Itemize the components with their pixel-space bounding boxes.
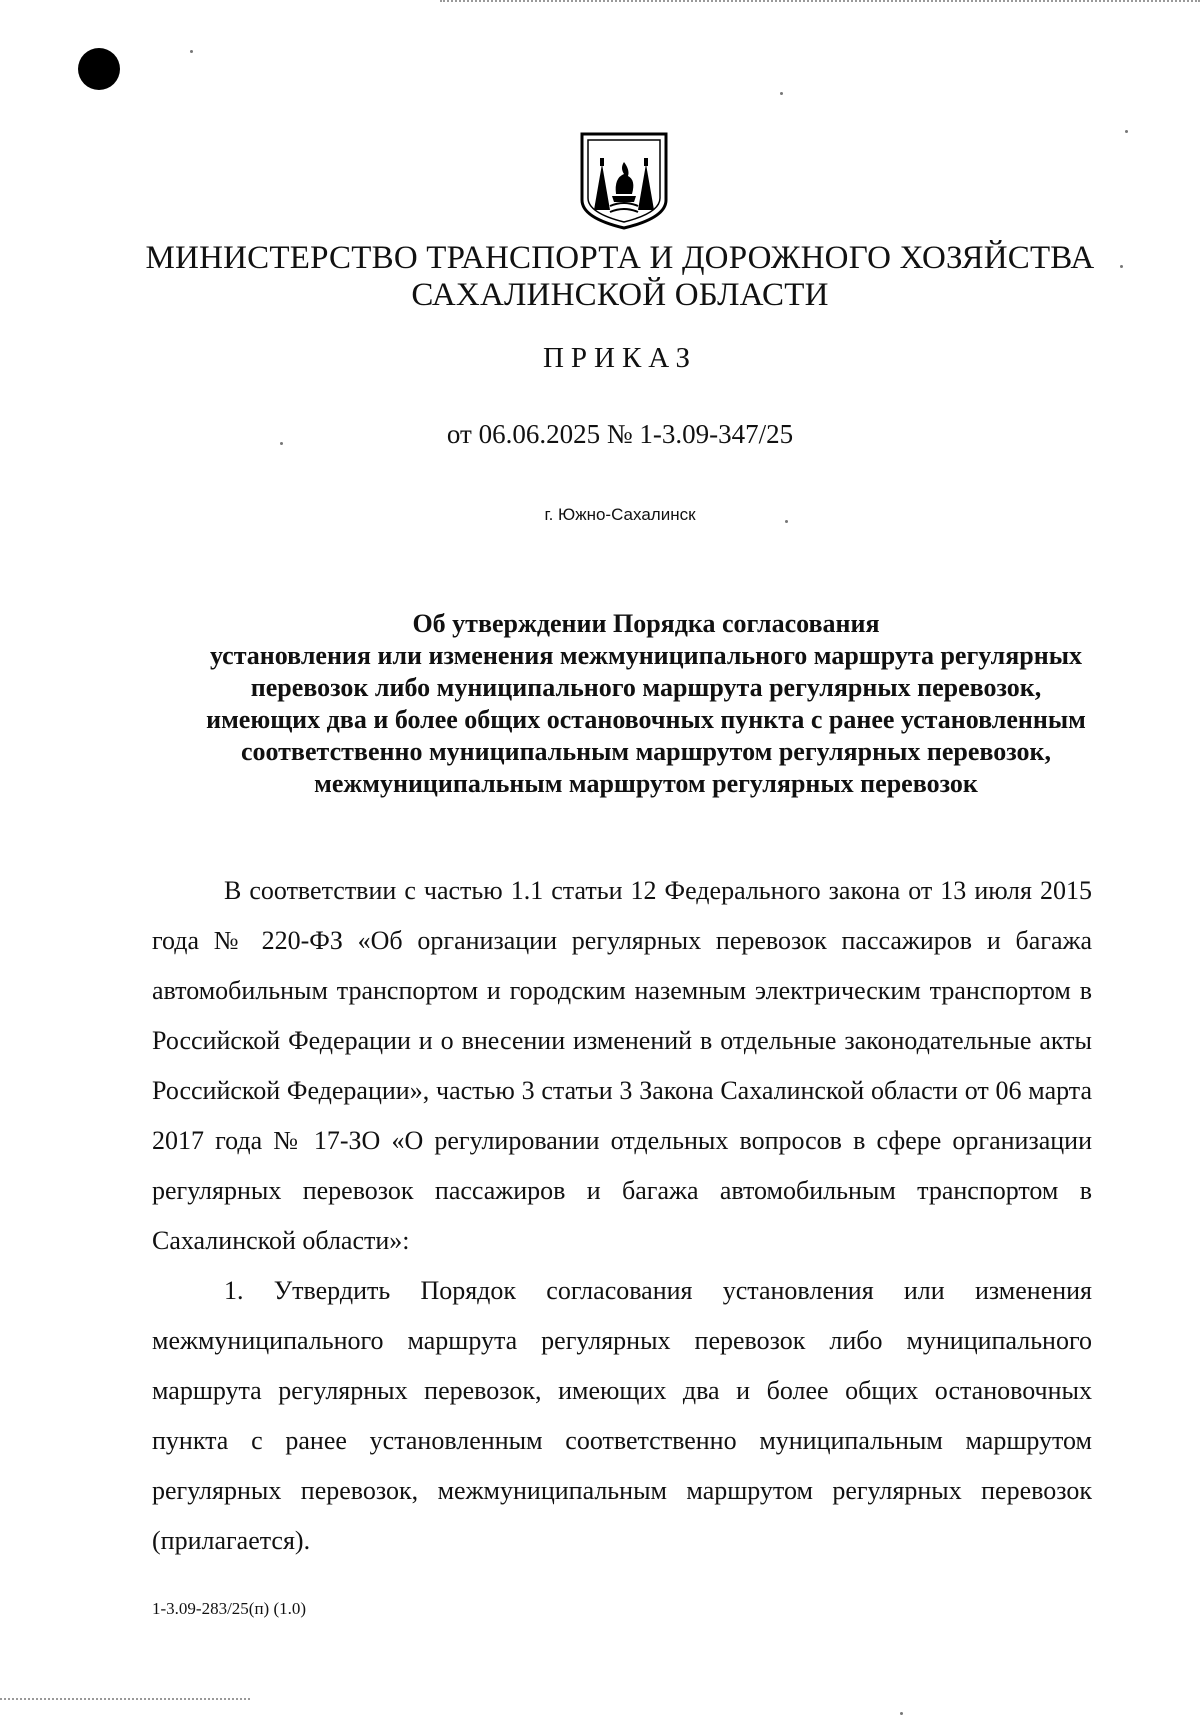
ministry-name-line: МИНИСТЕРСТВО ТРАНСПОРТА И ДОРОЖНОГО ХОЗЯЙСТВА — [145, 240, 1095, 276]
scan-edge-line — [440, 0, 1200, 2]
scan-edge-line — [0, 1698, 250, 1700]
document-title — [150, 608, 1142, 800]
document-city: г. Южно-Сахалинск — [544, 505, 696, 524]
document-body — [152, 866, 1092, 1566]
scan-speck — [280, 442, 283, 445]
title-line: соответственно муниципальным маршрутом регулярных перевозок, — [240, 737, 1052, 766]
document-date-number: от 06.06.2025 № 1-3.09-347/25 — [446, 419, 794, 449]
title-line: Об утверждении Порядка согласования — [412, 609, 880, 638]
scan-speck — [1125, 130, 1128, 133]
punch-hole-mark — [78, 48, 120, 90]
document-type: ПРИКАЗ — [542, 342, 698, 374]
scan-speck — [780, 92, 783, 95]
ministry-name-line: САХАЛИНСКОЙ ОБЛАСТИ — [411, 277, 829, 313]
title-line: перевозок либо муниципального маршрута регулярных перевозок, — [250, 673, 1042, 702]
title-line: межмуниципальным маршрутом регулярных перевозок — [314, 769, 978, 798]
title-line: установления или изменения межмуниципального маршрута регулярных — [209, 641, 1083, 670]
scan-speck — [190, 50, 193, 53]
coat-of-arms-emblem — [580, 132, 668, 230]
footer-document-code: 1-3.09-283/25(п) (1.0) — [152, 1599, 307, 1618]
title-line: имеющих два и более общих остановочных пункта с ранее установленным — [206, 705, 1086, 734]
preamble-paragraph: В соответствии с частью 1.1 статьи 12 Федерального закона от 13 июля 2015 года № 220-ФЗ «Об организации регулярных перевозок пассажиров и багажа автомобильным транспортом и городским наземным электрическим транспортом в Российской Федерации и о внесении изменений в отдельные законодательные акты Российской Федерации», частью 3 статьи 3 Закона Сахалинской области от 06 марта 2017 года № 17-ЗО «О регулировании отдельных вопросов в сфере организации регулярных перевозок пассажиров и багажа автомобильным транспортом в Сахалинской области»: — [152, 876, 1092, 1255]
order-item-1: 1. Утвердить Порядок согласования установления или изменения межмуниципального маршрута регулярных перевозок либо муниципального маршрута регулярных перевозок, имеющих два и более общих остановочных пункта с ранее установленным соответственно муниципальным маршрутом регулярных перевозок, межмуниципальным маршрутом регулярных перевозок (прилагается). — [152, 1276, 1092, 1555]
ministry-name — [100, 240, 1140, 314]
